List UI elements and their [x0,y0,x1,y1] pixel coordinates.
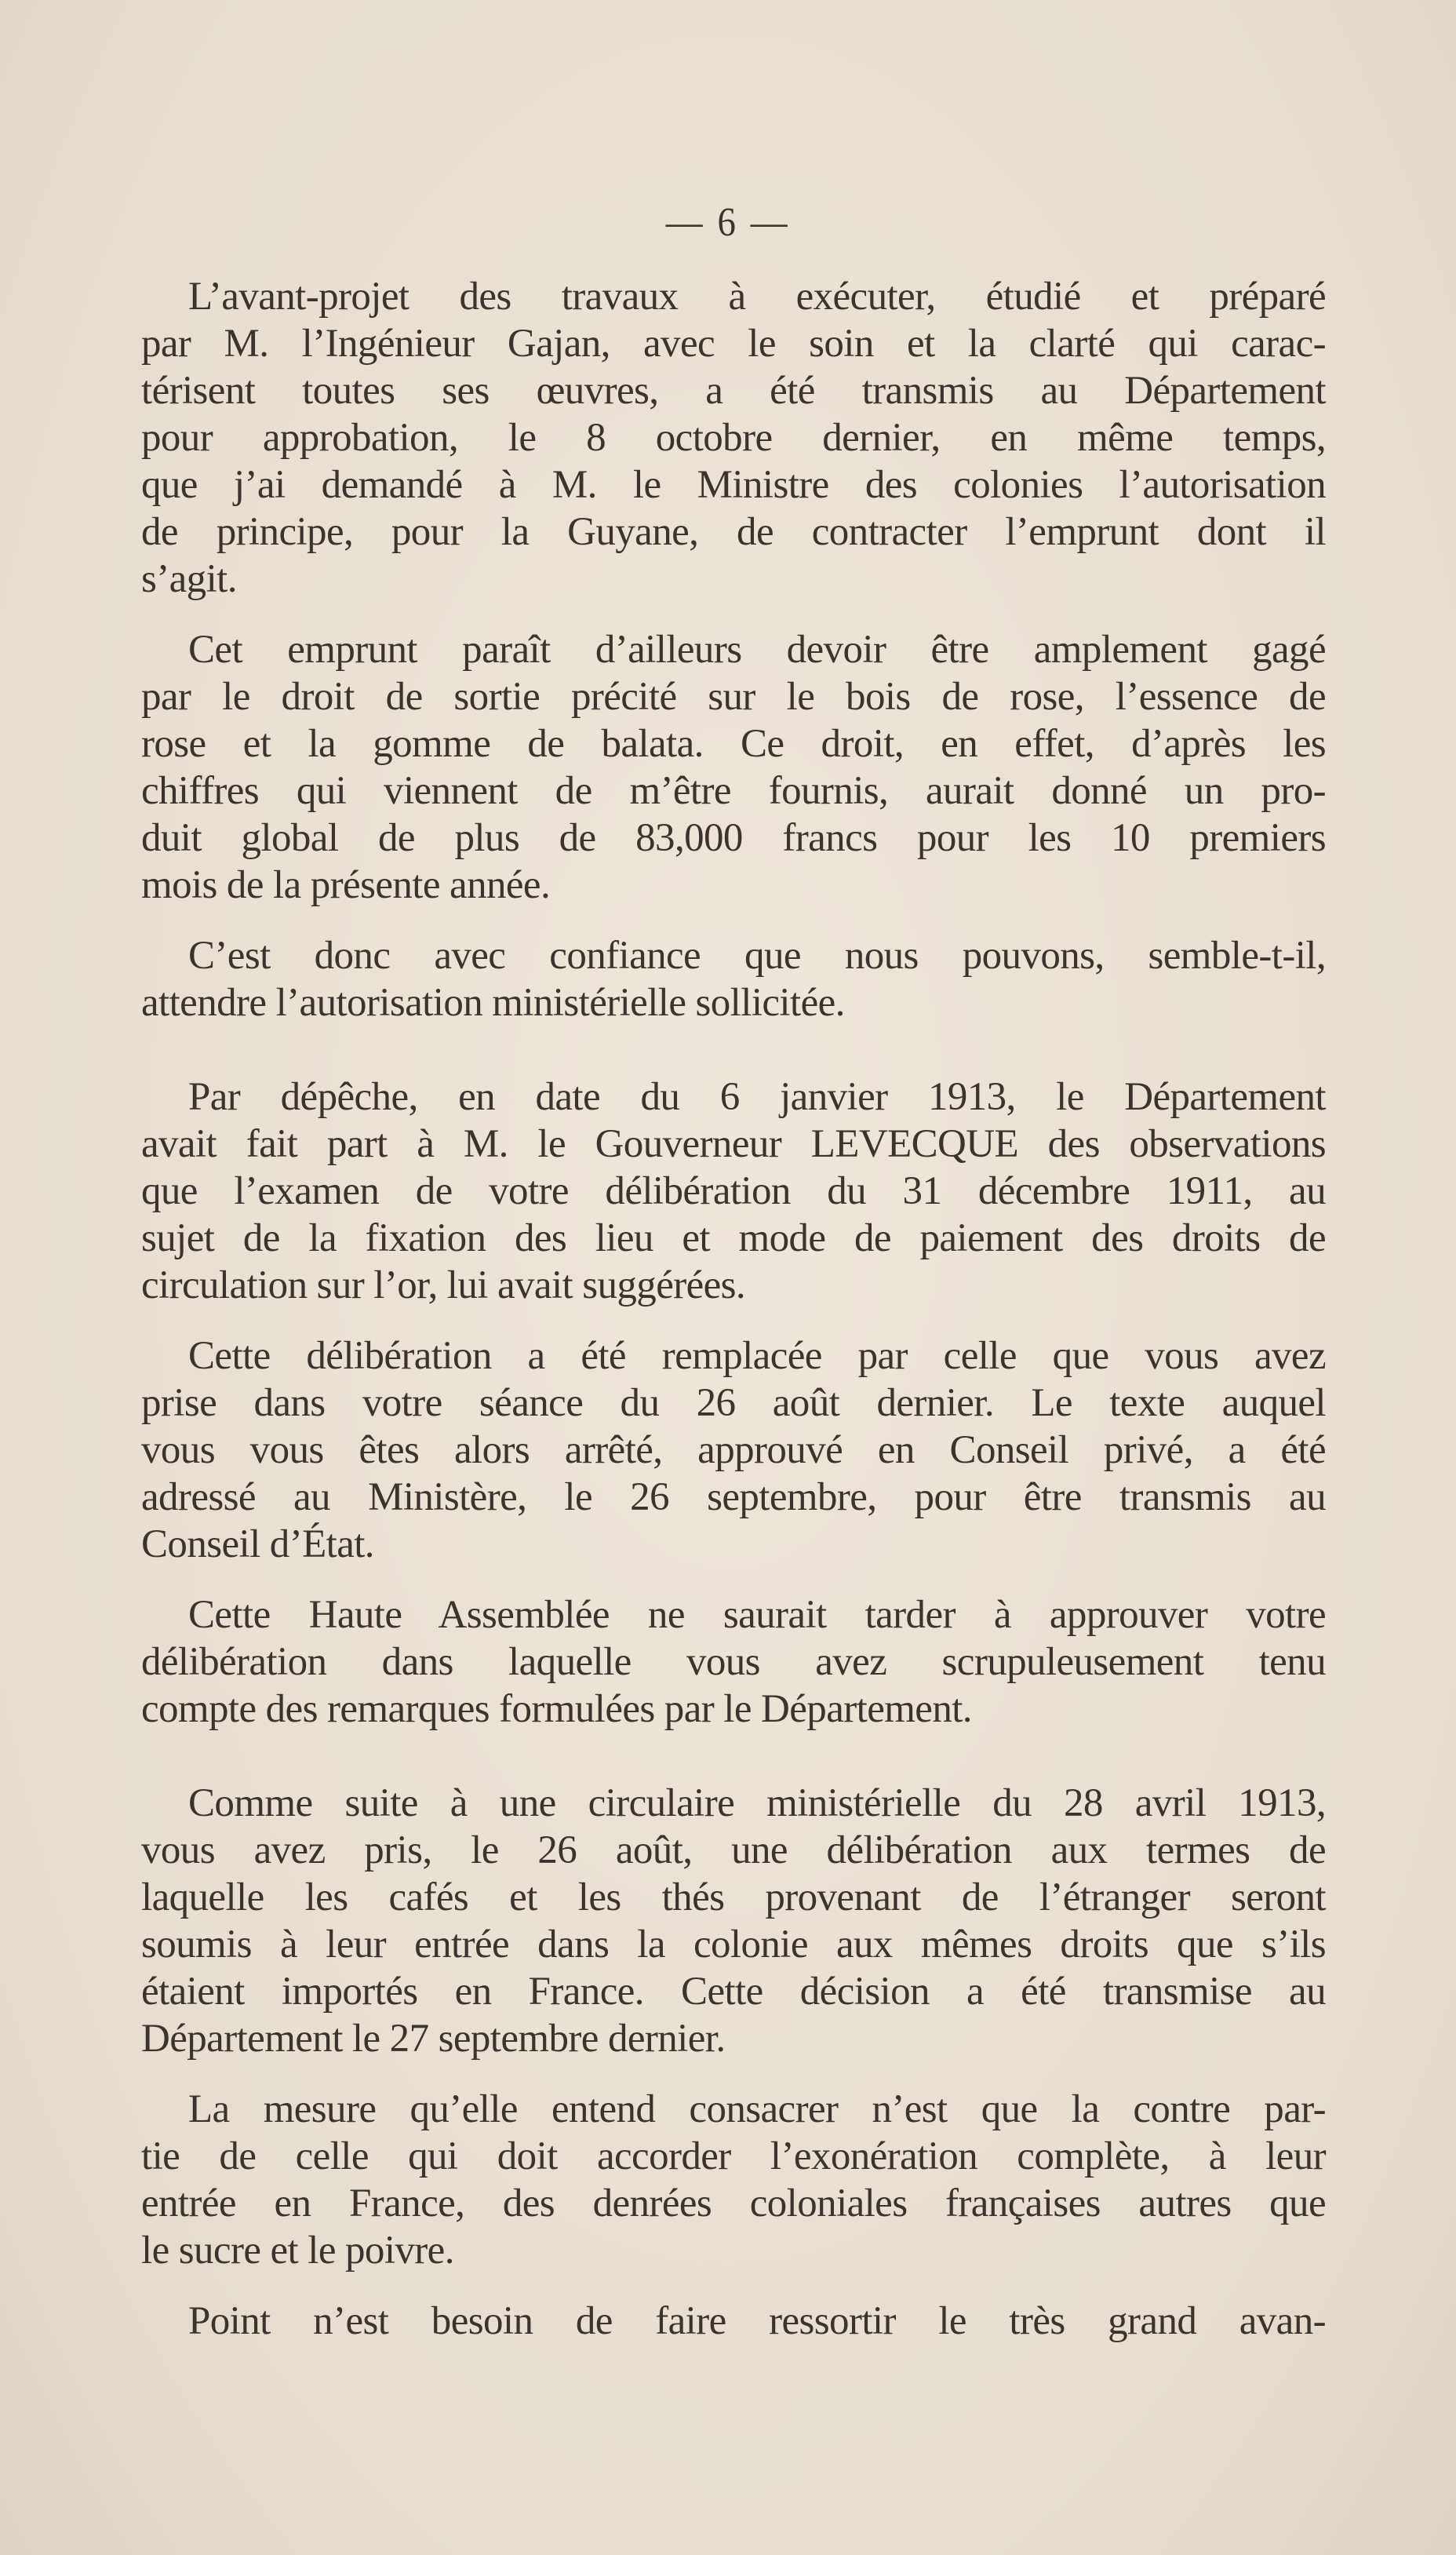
text-line: mois de la présente année. [141,863,551,907]
text-line: sujet de la fixation des lieu et mode de paiement des droits de [141,1216,1326,1260]
text-line: par le droit de sortie précité sur le bois de rose, l’essence de [141,675,1326,719]
text-line: compte des remarques formulées par le Département. [141,1687,972,1731]
text-line: rose et la gomme de balata. Ce droit, en effet, d’après les [141,722,1326,766]
text-line: circulation sur l’or, lui avait suggérées. [141,1263,746,1307]
text-line: avait fait part à M. le Gouverneur LEVECQUE des observations [141,1122,1326,1166]
text-line: vous avez pris, le 26 août, une délibération aux termes de [141,1828,1326,1872]
text-line: tie de celle qui doit accorder l’exonération complète, à leur [141,2134,1326,2178]
text-line: pour approbation, le 8 octobre dernier, en même temps, [141,416,1326,460]
paragraph [141,1591,1326,1733]
text-line: entrée en France, des denrées coloniales françaises autres que [141,2181,1326,2225]
text-line: Conseil d’État. [141,1522,374,1566]
paragraph [141,1332,1326,1568]
paragraph [141,932,1326,1026]
paragraph [141,2298,1326,2345]
text-line: térisent toutes ses œuvres, a été transmis au Département [141,369,1326,413]
text-line: attendre l’autorisation ministérielle sollicitée. [141,981,845,1025]
text-line: que l’examen de votre délibération du 31 décembre 1911, au [141,1169,1326,1213]
text-line: le sucre et le poivre. [141,2229,454,2273]
text-line: que j’ai demandé à M. le Ministre des colonies l’autorisation [141,463,1326,507]
text-line: Comme suite à une circulaire ministérielle du 28 avril 1913, [188,1781,1326,1825]
text-line: chiffres qui viennent de m’être fournis, aurait donné un pro- [141,769,1326,813]
text-line: Point n’est besoin de faire ressortir le très grand avan- [188,2299,1326,2343]
body-text [141,273,1326,2345]
paragraph [141,1780,1326,2062]
text-line: soumis à leur entrée dans la colonie aux mêmes droits que s’ils [141,1923,1326,1966]
text-line: adressé au Ministère, le 26 septembre, pour être transmis au [141,1475,1326,1519]
paragraph [141,1073,1326,1309]
text-line: vous vous êtes alors arrêté, approuvé en Conseil privé, a été [141,1428,1326,1472]
paragraph [141,273,1326,603]
text-line: de principe, pour la Guyane, de contracter l’emprunt dont il [141,510,1326,554]
text-line: Département le 27 septembre dernier. [141,2017,726,2061]
text-line: s’agit. [141,557,237,601]
page-number: — 6 — [665,200,791,245]
text-line: Cette délibération a été remplacée par celle que vous avez [188,1334,1326,1378]
paragraph [141,626,1326,909]
text-line: L’avant-projet des travaux à exécuter, étudié et préparé [188,275,1326,319]
text-line: duit global de plus de 83,000 francs pour les 10 premiers [141,816,1326,860]
text-line: étaient importés en France. Cette décision a été transmise au [141,1970,1326,2014]
text-line: délibération dans laquelle vous avez scrupuleusement tenu [141,1640,1326,1684]
text-line: par M. l’Ingénieur Gajan, avec le soin et la clarté qui carac- [141,322,1326,366]
text-line: La mesure qu’elle entend consacrer n’est que la contre par- [188,2087,1326,2131]
text-line: Cette Haute Assemblée ne saurait tarder à approuver votre [188,1593,1326,1637]
text-line: laquelle les cafés et les thés provenant de l’étranger seront [141,1875,1326,1919]
paragraph [141,2086,1326,2274]
text-line: prise dans votre séance du 26 août dernier. Le texte auquel [141,1381,1326,1425]
text-line: Cet emprunt paraît d’ailleurs devoir être amplement gagé [188,628,1326,672]
text-line: C’est donc avec confiance que nous pouvons, semble-t-il, [188,934,1326,978]
text-line: Par dépêche, en date du 6 janvier 1913, le Département [188,1075,1326,1119]
